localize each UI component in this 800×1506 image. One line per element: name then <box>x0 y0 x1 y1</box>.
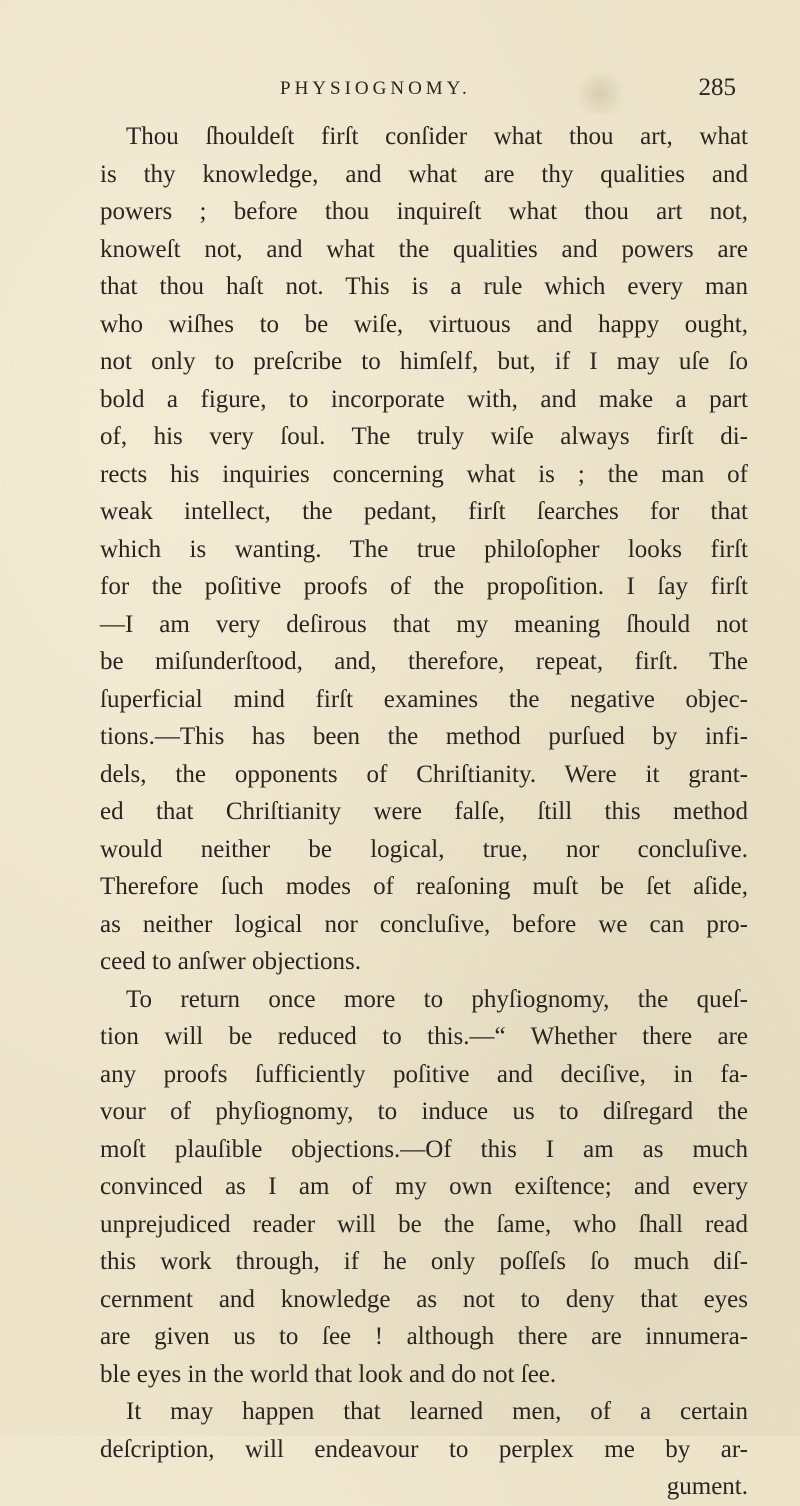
text-line: knoweſt not, and what the qualities and powers are <box>100 235 748 263</box>
text-line: To return once more to phyſiognomy, the queſ- <box>126 985 748 1013</box>
text-line: tion will be reduced to this.—“ Whether there are <box>100 1023 748 1050</box>
text-line: for the poſitive proofs of the propoſition. I ſay firſt <box>100 573 748 600</box>
text-line: moſt plauſible objections.—Of this I am as much <box>100 1135 748 1163</box>
text-line: is thy knowledge, and what are thy qualities and <box>100 160 748 188</box>
text-line: this work through, if he only poſſeſs ſo much diſ- <box>100 1248 748 1275</box>
text-line: of, his very ſoul. The truly wiſe always firſt di- <box>100 423 748 450</box>
running-head <box>100 74 740 114</box>
page-number: 285 <box>698 74 736 101</box>
text-line: vour of phyſiognomy, to induce us to diſregard the <box>100 1098 748 1125</box>
text-line: be miſunderſtood, and, therefore, repeat, firſt. The <box>100 648 748 675</box>
text-line: powers ; before thou inquireſt what thou art not, <box>100 198 748 225</box>
paper-stain <box>570 74 630 114</box>
text-line: bold a figure, to incorporate with, and make a part <box>100 385 748 413</box>
text-line: as neither logical nor concluſive, before we can pro- <box>100 910 748 938</box>
text-line: ceed to anſwer objections. <box>100 948 362 975</box>
text-line: gument. <box>666 1473 748 1500</box>
text-line: weak intellect, the pedant, firſt ſearches for that <box>100 498 748 525</box>
text-line: which is wanting. The true philoſopher looks firſt <box>100 535 748 563</box>
text-line: any proofs ſufficiently poſitive and deciſive, in fa- <box>100 1060 748 1088</box>
text-line: dels, the opponents of Chriſtianity. Were it grant- <box>100 760 748 788</box>
text-line: ble eyes in the world that look and do not ſee. <box>100 1360 557 1388</box>
text-line: who wiſhes to be wiſe, virtuous and happy ought, <box>100 310 748 338</box>
body-text <box>100 118 748 1506</box>
text-line: Thou ſhouldeſt firſt conſider what thou art, what <box>126 123 748 150</box>
text-line: convinced as I am of my own exiſtence; and every <box>100 1173 748 1200</box>
text-line: It may happen that learned men, of a certain <box>126 1398 748 1425</box>
text-line: would neither be logical, true, nor concluſive. <box>100 835 748 863</box>
text-line: cernment and knowledge as not to deny that eyes <box>100 1285 748 1313</box>
text-line: ſuperficial mind firſt examines the negative objec- <box>100 685 748 713</box>
text-line: Therefore ſuch modes of reaſoning muſt be ſet aſide, <box>100 873 748 900</box>
text-line: that thou haſt not. This is a rule which every man <box>100 273 748 300</box>
text-line: not only to preſcribe to himſelf, but, if I may uſe ſo <box>100 348 748 375</box>
text-line: are given us to ſee ! although there are innumera- <box>100 1323 748 1350</box>
text-line: unprejudiced reader will be the ſame, who ſhall read <box>100 1210 748 1238</box>
text-line: deſcription, will endeavour to perplex me by ar- <box>100 1435 748 1463</box>
text-line: ed that Chriſtianity were falſe, ſtill this method <box>100 798 748 825</box>
text-line: —I am very deſirous that my meaning ſhould not <box>100 610 748 638</box>
running-title: PHYSIOGNOMY. <box>280 78 471 99</box>
text-line: rects his inquiries concerning what is ; the man of <box>100 460 748 488</box>
text-line: tions.—This has been the method purſued by infi- <box>100 723 748 750</box>
